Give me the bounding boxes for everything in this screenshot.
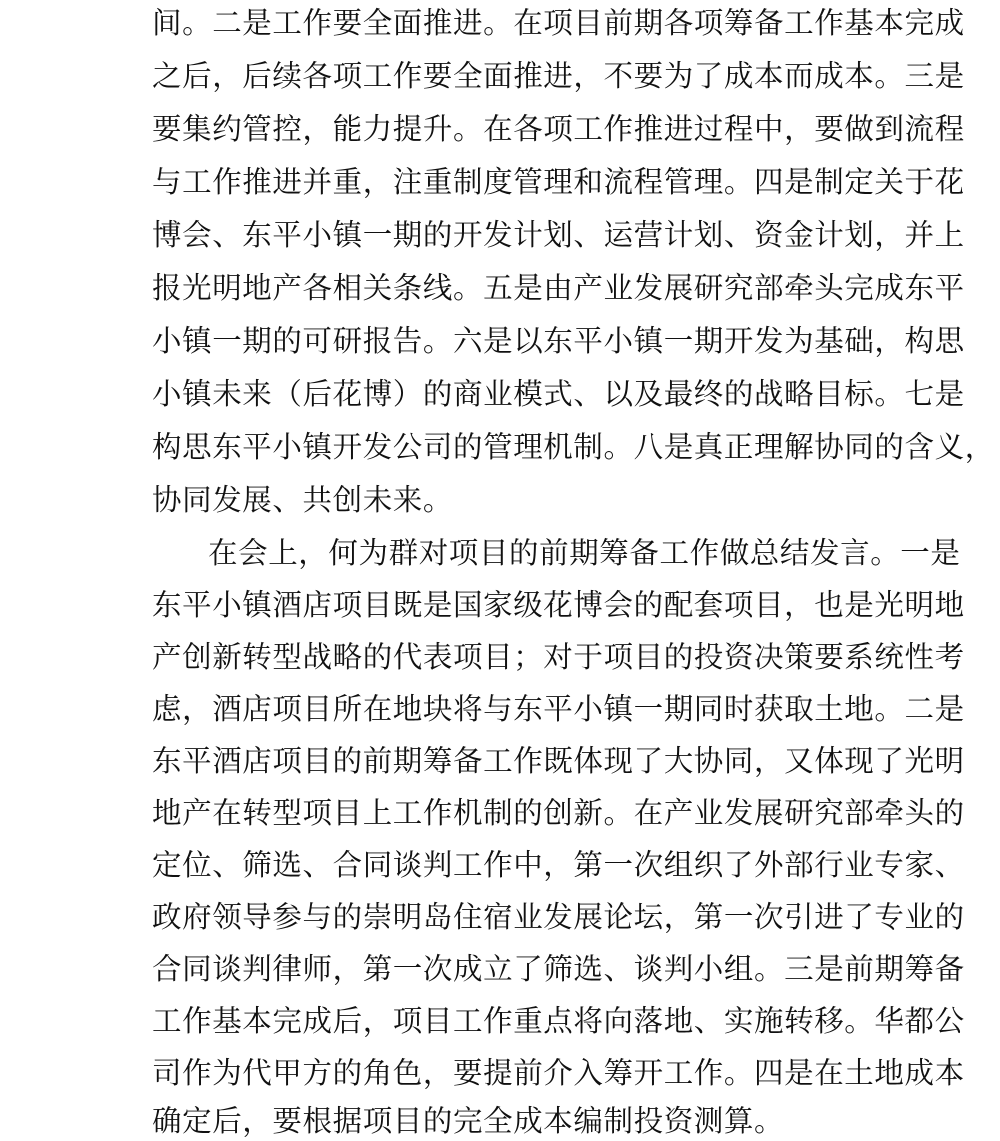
paragraph-1-line: 与工作推进并重，注重制度管理和流程管理。四是制定关于花 (152, 165, 965, 199)
paragraph-1-line: 之后，后续各项工作要全面推进，不要为了成本而成本。三是 (152, 59, 965, 93)
paragraph-2-line: 司作为代甲方的角色，要提前介入筹开工作。四是在土地成本 (152, 1056, 965, 1090)
paragraph-2-line: 东平酒店项目的前期筹备工作既体现了大协同，又体现了光明 (152, 744, 965, 778)
paragraph-2-line: 虑，酒店项目所在地块将与东平小镇一期同时获取土地。二是 (152, 692, 965, 726)
paragraph-2-line: 政府领导参与的崇明岛住宿业发展论坛，第一次引进了专业的 (152, 900, 965, 934)
paragraph-2-line: 东平小镇酒店项目既是国家级花博会的配套项目，也是光明地 (152, 588, 965, 622)
paragraph-1-line: 报光明地产各相关条线。五是由产业发展研究部牵头完成东平 (152, 271, 965, 305)
paragraph-1-line: 小镇未来（后花博）的商业模式、以及最终的战略目标。七是 (152, 377, 965, 411)
paragraph-1-line: 构思东平小镇开发公司的管理机制。八是真正理解协同的含义， (152, 430, 995, 464)
paragraph-2-line: 工作基本完成后，项目工作重点将向落地、实施转移。华都公 (152, 1004, 965, 1038)
paragraph-2-line: 合同谈判律师，第一次成立了筛选、谈判小组。三是前期筹备 (152, 952, 965, 986)
paragraph-1-line: 博会、东平小镇一期的开发计划、运营计划、资金计划，并上 (152, 218, 965, 252)
paragraph-2-line: 定位、筛选、合同谈判工作中，第一次组织了外部行业专家、 (152, 848, 965, 882)
paragraph-2-line: 产创新转型战略的代表项目；对于项目的投资决策要系统性考 (152, 640, 965, 674)
paragraph-1-line: 要集约管控，能力提升。在各项工作推进过程中，要做到流程 (152, 112, 965, 146)
paragraph-2-line: 确定后，要根据项目的完全成本编制投资测算。 (152, 1104, 785, 1138)
paragraph-2-line: 地产在转型项目上工作机制的创新。在产业发展研究部牵头的 (152, 796, 965, 830)
paragraph-1-line: 小镇一期的可研报告。六是以东平小镇一期开发为基础，构思 (152, 324, 965, 358)
paragraph-1-line: 间。二是工作要全面推进。在项目前期各项筹备工作基本完成 (152, 6, 965, 40)
paragraph-1-line: 协同发展、共创未来。 (152, 483, 454, 517)
paragraph-2-line: 在会上，何为群对项目的前期筹备工作做总结发言。一是 (208, 536, 961, 570)
